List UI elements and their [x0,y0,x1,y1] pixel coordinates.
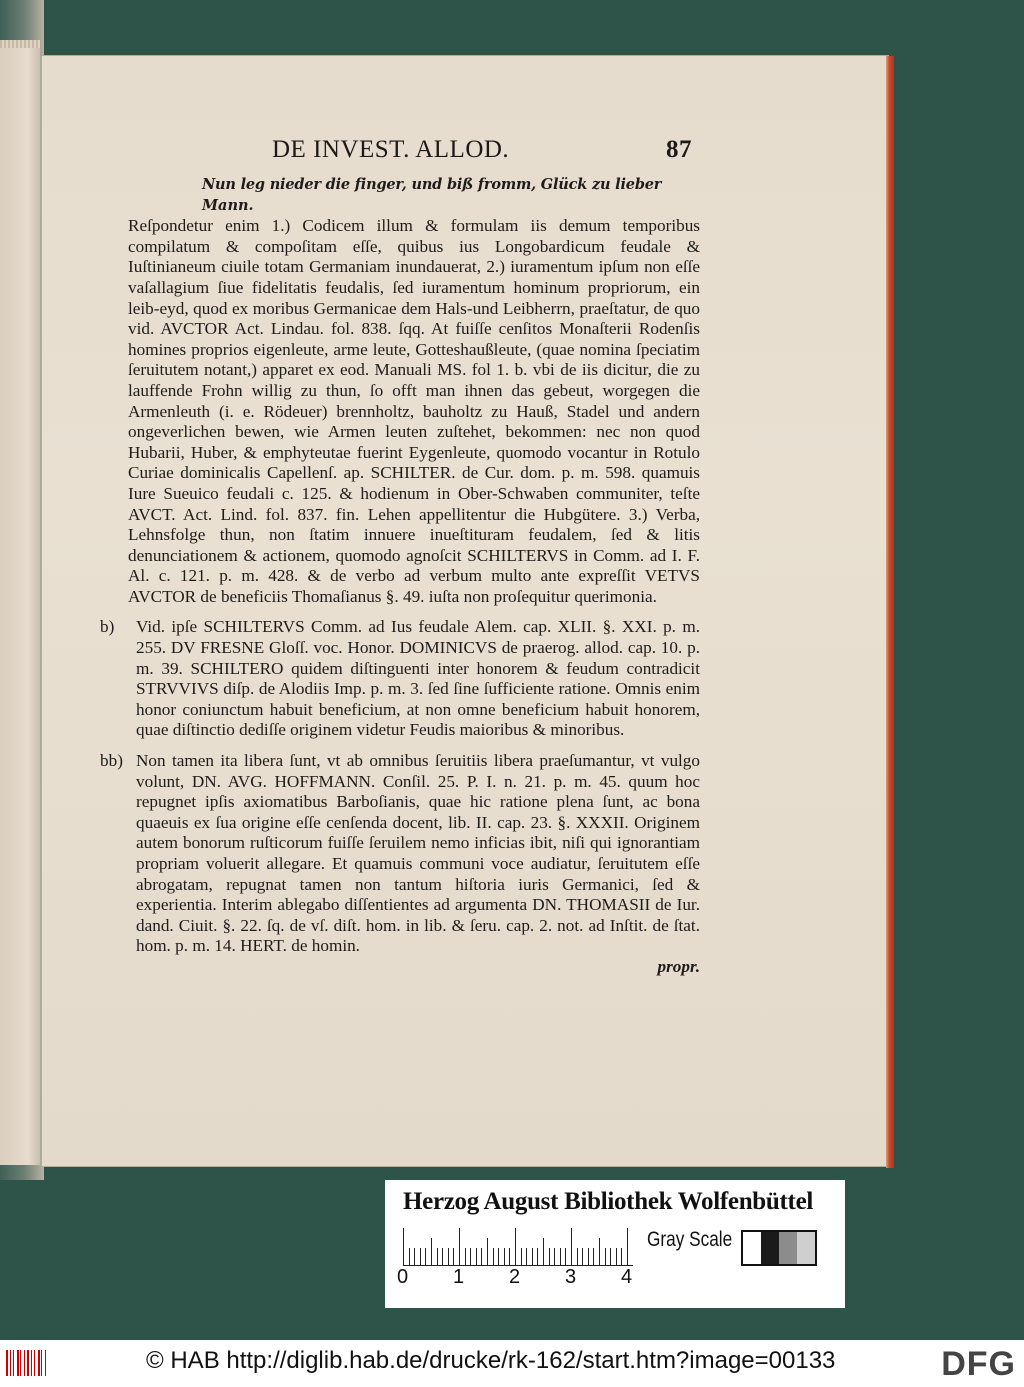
ruler-tick [543,1238,544,1266]
footer-bar [0,1340,1024,1387]
ruler-tick [476,1248,477,1266]
gray-scale-label: Gray Scale [647,1228,733,1251]
ruler-tick [470,1248,471,1266]
ruler-tick [403,1228,404,1266]
ruler-tick [537,1248,538,1266]
ruler-tick [593,1248,594,1266]
barcode-bar [24,1350,25,1376]
ruler-tick [493,1248,494,1266]
ruler-tick [437,1248,438,1266]
ruler-tick [515,1228,516,1266]
barcode-bar [45,1350,46,1376]
catchword: propr. [657,956,700,976]
barcode-bar [41,1350,42,1376]
ruler-tick [448,1248,449,1266]
main-paragraph: Reſpondetur enim 1.) Codicem illum & formulam iis demum temporibus compilatum & compoſitam eſſe, quibus ius Longobardicum feudale & Iuſtinianeum ciuile totam Germaniam inundauerat, 2.) iuramentum ipſum non eſſe vaſallagium ſiue fidelitatis feudalis, ſed iuramentum hominum propriorum, ein leib-eyd, quod ex moribus Germanicae dem Hals-und Leibherrn, praeſtatur, de quo vid. AVCTOR Act. Lindau. fol. 838. ſqq. At fuiſſe cenſitos Monaſterii Rodenſis homines proprios eigenleute, arme leute, Gotteshaußleute, (quae nomina ſpeciatim ſeruitutem notant,) apparet ex eod. Manuali MS. fol 1. b. vbi de iis dicitur, die zu lauffende Frohn willig zu thun, ſo offt man ihnen das gebeut, worgegen die Armenleuth (i. e. Rödeuer) brennholtz, bauholtz zu Hauß, Stadel und andern ongeverlichen bewen, wie Armen leuten zuſtehet, bekommen: nec non quod Hubarii, Huber, & emphyteutae fuerint Eygenleute, quomodo vocantur in Rotulo Curiae dominicalis Capellenſ. ap. SCHILTER. de Cur. dom. p. m. 598. quamuis Iure Sueuico feudali c. 125. & hodienum in Ober-Schwaben communiter, teſte AVCT. Act. Lind. fol. 837. fin. Lehen appellitentur die Hubgütere. 3.) Verba, Lehnsfolge thun, non ſtatim innuere inueſtituram feudalem, ſed & litis denunciationem & actionem, quomodo agnoſcit SCHILTERVS in Comm. ad I. F. Al. c. 121. p. m. 428. & de verbo ad verbum multo ante expreſſit VETVS AVCTOR de beneficiis Thomaſianus §. 49. iuſta non proſequitur querimonia. [128,216,700,606]
ruler-tick [431,1238,432,1266]
ruler-tick [459,1228,460,1266]
barcode-bar [34,1350,35,1376]
ruler-tick [621,1248,622,1266]
ruler-tick [577,1248,578,1266]
verse-line-2: Mann. [202,196,254,214]
ruler-tick [627,1228,628,1266]
ruler-tick [560,1248,561,1266]
ruler-tick [565,1248,566,1266]
gray-swatch-0 [743,1232,761,1264]
gray-scale-swatch [741,1230,817,1266]
scale-number-2: 2 [509,1266,521,1288]
scale-number-3: 3 [565,1266,577,1288]
barcode-bar [10,1350,11,1376]
scale-number-0: 0 [397,1266,409,1288]
running-head [272,136,692,170]
ruler-tick [425,1248,426,1266]
scale-number-1: 1 [453,1266,465,1288]
verse-line-1: Nun leg nieder die finger, und biß fromm, Glück zu lieber [202,176,662,193]
ruler-tick [504,1248,505,1266]
footnote-b-text: Vid. ipſe SCHILTERVS Comm. ad Ius feudale Alem. cap. XLII. §. XXI. p. m. 255. DV FRESNE Gloſſ. voc. Honor. DOMINICVS de praerog. allod. cap. 10. p. m. 39. SCHILTERO quidem diſtinguenti inter honorem & feudum contradicit STRVVIVS diſp. de Alodiis Imp. p. m. 3. ſed ſine ſufficiente ratione. Omnis enim honor coniunctum habuit beneficium, at non omne beneficium habuit honorem, quae diſtinctio dediſſe originem videtur Feudis maioribus & minoribus. [136,617,700,740]
dfg-logo: DFG [941,1345,1016,1383]
barcode-bar [27,1350,29,1376]
ruler-tick [521,1248,522,1266]
ruler-tick [465,1248,466,1266]
page-red-edge [886,56,894,1168]
ruler-tick [453,1248,454,1266]
copyright-url: © HAB http://diglib.hab.de/drucke/rk-162/start.htm?image=00133 [146,1347,836,1374]
ruler-tick [509,1248,510,1266]
ruler-tick [599,1238,600,1266]
ruler-tick [582,1248,583,1266]
footnote-b [100,617,700,741]
library-title: Herzog August Bibliothek Wolfenbüttel [403,1188,814,1215]
running-title: DE INVEST. ALLOD. [272,136,510,163]
barcode-icon [6,1350,48,1376]
ruler-tick [487,1238,488,1266]
ruler-tick [442,1248,443,1266]
barcode-bar [20,1350,21,1376]
gray-swatch-3 [797,1232,815,1264]
library-label [385,1180,845,1308]
ruler-tick [571,1228,572,1266]
barcode-bar [38,1350,40,1376]
footnote-bb-text: Non tamen ita libera ſunt, vt ab omnibus ſeruitiis libera praeſumantur, vt vulgo volunt, DN. AVG. HOFFMANN. Conſil. 25. P. I. n. 21. p. m. 45. quum hoc repugnet ipſis axiomatibus Barboſianis, quae hic ratione plena ſunt, ac bona quaeuis ex ſua origine eſſe cenſenda docent, lib. II. cap. 23. §. XXXII. Originem autem bonorum ruſticorum fuiſſe ſeruilem nemo inficias ibit, niſi qui ignorantiam propriam voluerit allegare. Et quamuis communi voce audiatur, ſeruitutem eſſe abrogatam, repugnat tamen non tantum hiſtoria iuris Germanici, ſed & experientia. Interim ablegabo diſſentientes ad argumenta DN. THOMASII de Iur. dand. Ciuit. §. 22. ſq. de vſ. diſt. hom. in lib. & ſeru. cap. 2. not. ad Inſtit. de ſtat. hom. p. m. 14. HERT. de homin. [136,751,700,956]
scale-ruler [403,1228,637,1266]
footnote-bb [100,751,700,957]
gray-swatch-1 [761,1232,779,1264]
ruler-tick [409,1248,410,1266]
ruler-tick [481,1248,482,1266]
ruler-tick [616,1248,617,1266]
ruler-tick [498,1248,499,1266]
ruler-tick [526,1248,527,1266]
ruler-tick [420,1248,421,1266]
page-number: 87 [666,136,692,163]
ruler-tick [414,1248,415,1266]
ruler-tick [549,1248,550,1266]
barcode-bar [13,1350,14,1376]
scale-number-4: 4 [621,1266,633,1288]
ruler-tick [554,1248,555,1266]
page-text [100,175,700,978]
ruler-tick [588,1248,589,1266]
footnote-b-mark: b) [100,617,115,637]
facing-page-edge [0,40,40,1165]
barcode-bar [17,1350,19,1376]
gray-swatch-2 [779,1232,797,1264]
barcode-bar [6,1350,8,1376]
footnote-bb-mark: bb) [100,751,123,771]
ruler-tick [532,1248,533,1266]
scale-numbers [397,1266,637,1292]
barcode-bar [31,1350,32,1376]
ruler-tick [610,1248,611,1266]
ruler-tick [605,1248,606,1266]
